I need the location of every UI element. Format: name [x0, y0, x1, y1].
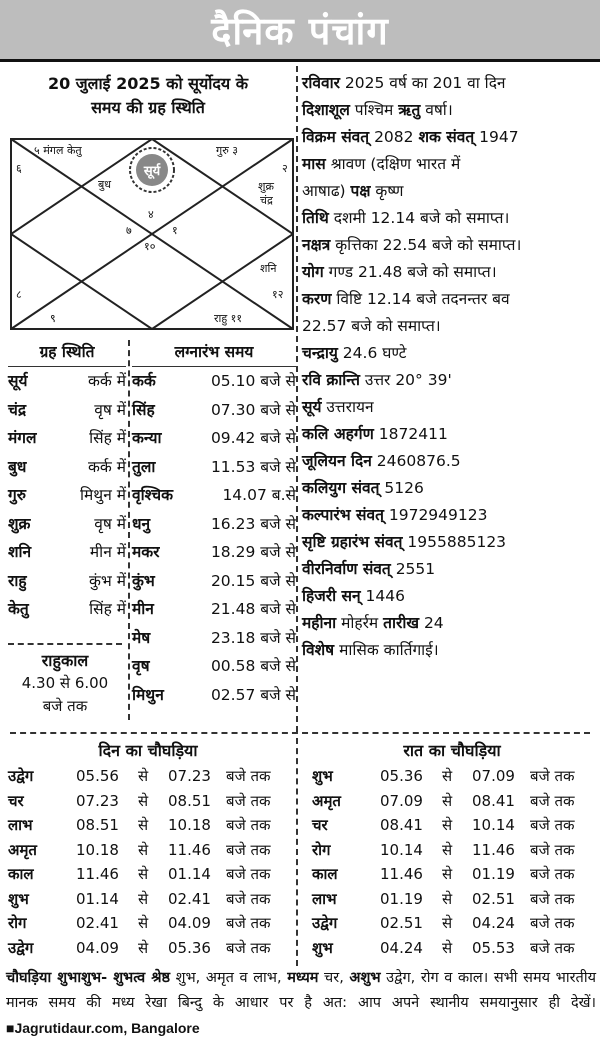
choghadiya-row	[312, 936, 592, 961]
choghadiya-t: बजे तक	[530, 840, 575, 859]
detail-line	[302, 394, 598, 421]
choghadiya-s: से	[442, 889, 453, 908]
graha-name: शनि	[8, 543, 32, 561]
footer-text-2: चर,	[318, 970, 350, 986]
lagna-time: 18.29 बजे से	[210, 543, 296, 561]
choghadiya-t: बजे तक	[530, 791, 575, 810]
detail-line	[302, 448, 598, 475]
rahukaal-box	[8, 643, 122, 718]
choghadiya-s: से	[442, 938, 453, 957]
choghadiya-n: लाभ	[8, 816, 33, 834]
detail-value: श्रावण (दक्षिण भारत में	[325, 155, 461, 173]
graha-row	[8, 510, 126, 539]
house-4-label: ४	[148, 208, 154, 221]
house-8-label: ८	[16, 288, 22, 301]
detail-line	[302, 475, 598, 502]
choghadiya-a: 05.36	[380, 767, 423, 785]
choghadiya-t: बजे तक	[530, 816, 575, 834]
graha-name: बुध	[8, 457, 27, 476]
detail-key: करण	[302, 290, 332, 308]
graha-table-header: ग्रह स्थिति	[8, 340, 126, 367]
lagna-name: मीन	[132, 600, 154, 618]
lagna-table	[132, 340, 296, 709]
choghadiya-b: 04.24	[472, 914, 515, 932]
choghadiya-a: 01.19	[380, 889, 423, 908]
house-5-label: ५ मंगल केतु	[34, 144, 82, 157]
footer-text-1: शुभ, अमृत व लाभ,	[170, 970, 288, 986]
choghadiya-t: बजे तक	[226, 767, 271, 785]
detail-value: पश्चिम	[349, 101, 399, 119]
choghadiya-t: बजे तक	[530, 938, 575, 957]
detail-value: आषाढ)	[302, 182, 351, 200]
lagna-name: तुला	[132, 457, 156, 476]
detail-value: 1955885123	[402, 533, 507, 551]
budh-label: बुध	[98, 178, 112, 191]
choghadiya-row	[8, 789, 288, 814]
detail-line	[302, 502, 598, 529]
choghadiya-s: से	[138, 865, 149, 883]
night-choghadiya-title: रात का चौघड़िया	[403, 741, 501, 760]
rahukaal-title: राहुकाल	[41, 651, 89, 670]
choghadiya-t: बजे तक	[226, 865, 271, 883]
choghadiya-n: काल	[8, 865, 34, 883]
choghadiya-row	[312, 764, 592, 789]
kundli-chart	[10, 138, 294, 330]
detail-value: वर्षा।	[420, 101, 453, 119]
graha-rashi: कर्क में	[87, 372, 126, 390]
detail-line	[302, 583, 598, 610]
choghadiya-b: 08.41	[472, 791, 515, 810]
detail-key: मास	[302, 155, 326, 173]
choghadiya-n: रोग	[8, 914, 27, 932]
choghadiya-a: 07.23	[76, 791, 119, 810]
section-divider	[10, 732, 590, 734]
choghadiya-a: 02.41	[76, 914, 119, 932]
choghadiya-b: 07.23	[168, 767, 211, 785]
choghadiya-s: से	[138, 840, 149, 859]
detail-key: कल्पारंभ संवत्	[302, 506, 384, 524]
day-choghadiya-title: दिन का चौघड़िया	[98, 741, 198, 760]
rahukaal-suffix: बजे तक	[42, 697, 88, 715]
choghadiya-t: बजे तक	[226, 791, 271, 810]
graha-row	[8, 595, 126, 624]
graha-title	[0, 66, 296, 120]
choghadiya-s: से	[138, 938, 149, 957]
detail-line	[302, 421, 598, 448]
graha-row	[8, 453, 126, 482]
graha-title-line2: समय की ग्रह स्थिति	[91, 98, 205, 117]
detail-line	[302, 529, 598, 556]
choghadiya-b: 02.41	[168, 889, 211, 908]
graha-row	[8, 481, 126, 510]
choghadiya-row	[312, 862, 592, 887]
choghadiya-s: से	[442, 767, 453, 785]
lagna-time: 21.48 बजे से	[210, 600, 296, 618]
graha-rashi: सिंह में	[89, 600, 126, 618]
choghadiya-s: से	[138, 767, 149, 785]
choghadiya-b: 01.14	[168, 865, 211, 883]
lagna-row	[132, 624, 296, 653]
chandra-label: चंद्र	[260, 194, 273, 207]
lagna-time: 09.42 बजे से	[210, 429, 296, 447]
lagna-name: मकर	[132, 543, 160, 561]
detail-value: दशमी 12.14 बजे को समाप्त।	[328, 209, 510, 227]
choghadiya-n: चर	[8, 791, 24, 810]
detail-value: विष्टि 12.14 बजे तदनन्तर बव	[331, 290, 510, 308]
detail-key: महीना	[302, 614, 337, 632]
choghadiya-t: बजे तक	[530, 865, 575, 883]
rahukaal-time: 4.30 से 6.00	[21, 674, 109, 692]
detail-key: वीरनिर्वाण संवत्	[302, 560, 391, 578]
choghadiya-n: काल	[312, 865, 338, 883]
detail-value: 2460876.5	[371, 452, 461, 470]
lagna-time: 20.15 बजे से	[210, 571, 296, 590]
lagna-time: 16.23 बजे से	[210, 514, 296, 533]
table-divider	[128, 340, 130, 720]
detail-value: मोहर्रम	[336, 614, 384, 632]
detail-value: 5126	[379, 479, 424, 497]
lagna-row	[132, 567, 296, 596]
house-3-label: गुरु ३	[216, 144, 238, 157]
detail-line	[302, 286, 598, 313]
graha-rashi: मीन में	[89, 543, 126, 561]
detail-value: 24	[419, 614, 444, 632]
choghadiya-a: 08.51	[76, 816, 119, 834]
choghadiya-b: 08.51	[168, 791, 211, 810]
house-11-label: राहु ११	[214, 312, 243, 325]
lagna-name: मिथुन	[132, 685, 164, 704]
lagna-name: कन्या	[132, 429, 162, 447]
choghadiya-n: अमृत	[312, 791, 341, 810]
lagna-time: 14.07 ब.से	[222, 486, 296, 504]
lagna-time: 05.10 बजे से	[210, 372, 296, 390]
day-choghadiya	[8, 738, 288, 960]
lagna-row	[132, 595, 296, 624]
graha-name: सूर्य	[8, 372, 28, 390]
choghadiya-row	[8, 764, 288, 789]
detail-value: 24.6 घण्टे	[337, 344, 407, 362]
lagna-row	[132, 652, 296, 681]
graha-row	[8, 538, 126, 567]
graha-rashi: कुंभ में	[89, 571, 126, 590]
detail-value: 1872411	[373, 425, 448, 443]
detail-key: योग	[302, 263, 324, 281]
lagna-row	[132, 453, 296, 482]
detail-value: उत्तर 20° 39'	[359, 371, 452, 389]
footer-note	[6, 966, 596, 1042]
detail-value: 1947	[474, 128, 519, 146]
choghadiya-b: 10.18	[168, 816, 211, 834]
choghadiya-row	[312, 911, 592, 936]
choghadiya-s: से	[138, 816, 149, 834]
choghadiya-divider	[296, 738, 298, 966]
choghadiya-b: 02.51	[472, 889, 515, 908]
detail-key: तारीख	[383, 614, 420, 632]
graha-name: राहु	[8, 571, 27, 590]
detail-line	[302, 637, 598, 664]
detail-line	[302, 151, 598, 178]
house-10-label: १०	[144, 240, 156, 253]
choghadiya-row	[8, 936, 288, 961]
choghadiya-t: बजे तक	[226, 914, 271, 932]
detail-line	[302, 340, 598, 367]
graha-table	[8, 340, 126, 624]
house-2-label: २	[282, 162, 288, 175]
house-12-label: १२	[272, 288, 284, 301]
detail-key: जूलियन दिन	[302, 452, 372, 470]
choghadiya-row	[8, 813, 288, 838]
choghadiya-a: 10.18	[76, 840, 119, 859]
choghadiya-s: से	[442, 840, 453, 859]
choghadiya-row	[8, 887, 288, 912]
choghadiya-t: बजे तक	[226, 840, 271, 859]
lagna-time: 23.18 बजे से	[210, 628, 296, 647]
lagna-name: वृष	[132, 657, 150, 675]
house-9-label: ९	[50, 312, 56, 325]
brand-credit: ■Jagrutidaur.com, Bangalore	[6, 1020, 200, 1036]
choghadiya-n: शुभ	[312, 938, 333, 957]
choghadiya-s: से	[442, 816, 453, 834]
choghadiya-a: 01.14	[76, 889, 119, 908]
choghadiya-row	[8, 911, 288, 936]
choghadiya-b: 05.36	[168, 938, 211, 957]
choghadiya-s: से	[442, 914, 453, 932]
choghadiya-t: बजे तक	[530, 914, 575, 932]
choghadiya-n: शुभ	[8, 889, 29, 908]
detail-key: नक्षत्र	[302, 236, 331, 254]
choghadiya-n: उद्वेग	[312, 914, 338, 932]
choghadiya-row	[8, 862, 288, 887]
detail-key: सूर्य	[302, 398, 322, 416]
detail-value: 2082	[369, 128, 419, 146]
choghadiya-n: अमृत	[8, 840, 37, 859]
choghadiya-n: रोग	[312, 840, 331, 859]
detail-value: 1446	[360, 587, 405, 605]
footer-key-1: चौघड़िया शुभाशुभ- शुभत्व श्रेष्ठ	[6, 970, 171, 986]
choghadiya-b: 05.53	[472, 938, 515, 957]
lagna-row	[132, 681, 296, 710]
choghadiya-b: 07.09	[472, 767, 515, 785]
lagna-row	[132, 367, 296, 396]
choghadiya-a: 02.51	[380, 914, 423, 932]
lagna-name: सिंह	[132, 400, 155, 419]
detail-value: 22.57 बजे को समाप्त।	[302, 317, 441, 335]
lagna-name: वृश्चिक	[132, 486, 173, 504]
footer-key-3: अशुभ	[349, 970, 381, 986]
surya-label: सूर्य	[143, 164, 161, 179]
choghadiya-s: से	[138, 791, 149, 810]
detail-line	[302, 367, 598, 394]
detail-key: चन्द्रायु	[302, 344, 338, 362]
sun-icon	[130, 148, 174, 192]
page-title: दैनिक पंचांग	[211, 8, 389, 53]
footer-key-2: मध्यम	[287, 970, 319, 986]
lagna-name: कुंभ	[132, 571, 155, 590]
choghadiya-t: बजे तक	[226, 889, 271, 908]
lagna-time: 00.58 बजे से	[210, 657, 296, 675]
panchang-details	[302, 70, 598, 664]
detail-key: विक्रम संवत्	[302, 128, 370, 146]
choghadiya-n: उद्वेग	[8, 938, 34, 957]
shani-label: शनि	[260, 262, 277, 275]
lagna-row	[132, 510, 296, 539]
choghadiya-b: 10.14	[472, 816, 515, 834]
choghadiya-s: से	[138, 914, 149, 932]
choghadiya-b: 04.09	[168, 914, 211, 932]
choghadiya-b: 11.46	[168, 840, 211, 859]
choghadiya-t: बजे तक	[226, 938, 271, 957]
lagna-row	[132, 396, 296, 425]
detail-key: विशेष	[302, 641, 335, 659]
graha-name: केतु	[8, 600, 29, 618]
detail-value: कृष्ण	[370, 182, 404, 200]
detail-line	[302, 556, 598, 583]
detail-key: रविवार	[302, 74, 340, 92]
choghadiya-row	[312, 838, 592, 863]
choghadiya-t: बजे तक	[530, 767, 575, 785]
graha-row	[8, 424, 126, 453]
choghadiya-row	[312, 813, 592, 838]
lagna-row	[132, 481, 296, 510]
choghadiya-a: 07.09	[380, 791, 423, 810]
detail-value: मासिक कार्तिगाई।	[334, 641, 439, 659]
graha-name: शुक्र	[8, 514, 31, 533]
detail-value: गण्ड 21.48 बजे को समाप्त।	[323, 263, 497, 281]
detail-line	[302, 313, 598, 340]
choghadiya-a: 04.24	[380, 938, 423, 957]
choghadiya-a: 05.56	[76, 767, 119, 785]
graha-rashi: सिंह में	[89, 429, 126, 447]
choghadiya-n: चर	[312, 816, 328, 834]
choghadiya-s: से	[442, 791, 453, 810]
detail-line	[302, 232, 598, 259]
detail-line	[302, 124, 598, 151]
lagna-row	[132, 424, 296, 453]
lagna-time: 02.57 बजे से	[210, 685, 296, 704]
left-column	[0, 66, 296, 120]
choghadiya-b: 01.19	[472, 865, 515, 883]
detail-key: ऋतु	[398, 101, 421, 119]
graha-rashi: वृष में	[94, 400, 126, 419]
detail-line	[302, 70, 598, 97]
graha-row	[8, 396, 126, 425]
detail-key: शक संवत्	[418, 128, 475, 146]
detail-key: तिथि	[302, 209, 329, 227]
choghadiya-a: 11.46	[76, 865, 119, 883]
lagna-name: मेष	[132, 628, 151, 647]
lagna-time: 07.30 बजे से	[210, 400, 296, 419]
choghadiya-b: 11.46	[472, 840, 515, 859]
choghadiya-n: लाभ	[312, 889, 337, 908]
choghadiya-t: बजे तक	[530, 889, 575, 908]
detail-value: 2551	[390, 560, 436, 578]
choghadiya-row	[312, 789, 592, 814]
night-choghadiya	[312, 738, 592, 960]
house-1-label: १	[172, 224, 178, 237]
choghadiya-row	[8, 838, 288, 863]
graha-name: गुरु	[8, 486, 26, 504]
choghadiya-a: 10.14	[380, 840, 423, 859]
house-7-label: ७	[126, 224, 132, 237]
detail-value: उत्तरायन	[321, 398, 374, 416]
choghadiya-n: उद्वेग	[8, 767, 34, 785]
choghadiya-a: 11.46	[380, 865, 423, 883]
lagna-name: धनु	[132, 514, 151, 533]
shukra-label: शुक्र	[258, 180, 274, 193]
lagna-table-header: लग्नारंभ समय	[132, 340, 296, 367]
lagna-time: 11.53 बजे से	[210, 457, 296, 476]
detail-key: कलियुग संवत्	[302, 479, 380, 497]
detail-key: दिशाशूल	[302, 101, 350, 119]
detail-key: कलि अहर्गण	[302, 425, 374, 443]
detail-line	[302, 610, 598, 637]
graha-name: चंद्र	[8, 400, 27, 419]
detail-line	[302, 97, 598, 124]
detail-key: हिजरी सन्	[302, 587, 361, 605]
graha-rashi: कर्क में	[87, 457, 126, 476]
graha-name: मंगल	[8, 429, 37, 447]
page-header	[0, 0, 600, 62]
choghadiya-s: से	[442, 865, 453, 883]
detail-line	[302, 205, 598, 232]
choghadiya-row	[312, 887, 592, 912]
house-6-label: ६	[16, 162, 22, 175]
lagna-row	[132, 538, 296, 567]
detail-line	[302, 259, 598, 286]
choghadiya-n: शुभ	[312, 767, 333, 785]
detail-value: 1972949123	[383, 506, 488, 524]
graha-title-line1: 20 जुलाई 2025 को सूर्योदय के	[47, 74, 249, 93]
graha-rashi: वृष में	[94, 514, 126, 533]
column-divider	[296, 66, 298, 732]
footer-text-3: उद्वेग, रोग व काल। सभी समय भारतीय मानक समय की मध्य रेखा बिन्दु के आधार पर है अत: आप अपने स्थानीय समयानुसार ही देखें।	[6, 970, 596, 1011]
graha-row	[8, 567, 126, 596]
graha-rashi: मिथुन में	[80, 486, 126, 504]
lagna-name: कर्क	[132, 372, 156, 390]
detail-line	[302, 178, 598, 205]
detail-key: पक्ष	[350, 182, 371, 200]
choghadiya-t: बजे तक	[226, 816, 271, 834]
detail-value: 2025 वर्ष का 201 वा दिन	[339, 74, 506, 92]
choghadiya-a: 04.09	[76, 938, 119, 957]
choghadiya-a: 08.41	[380, 816, 423, 834]
detail-key: सृष्टि ग्रहारंभ संवत्	[302, 533, 403, 551]
choghadiya-s: से	[138, 889, 149, 908]
detail-value: कृत्तिका 22.54 बजे को समाप्त।	[330, 236, 522, 254]
detail-key: रवि क्रान्ति	[302, 371, 360, 389]
graha-row	[8, 367, 126, 396]
